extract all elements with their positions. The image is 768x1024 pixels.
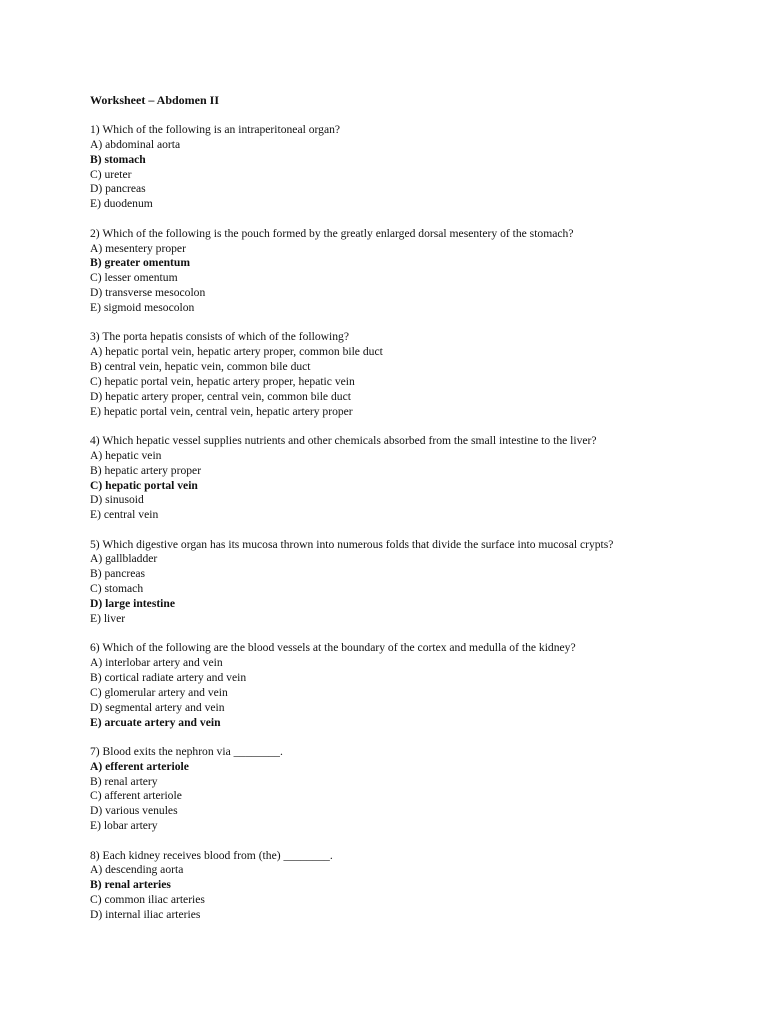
answer-option: E) liver: [90, 611, 126, 625]
answer-option: B) central vein, hepatic vein, common bile duct: [90, 360, 311, 373]
answer-option: E) duodenum: [90, 197, 153, 211]
answer-option-correct: B) renal arteries: [90, 878, 171, 892]
worksheet-title: Worksheet – Abdomen II: [90, 93, 220, 107]
question-text: 7) Blood exits the nephron via ________.: [90, 744, 283, 758]
answer-option: D) internal iliac arteries: [90, 907, 201, 921]
answer-option: A) gallbladder: [90, 552, 158, 566]
answer-option: D) pancreas: [90, 182, 146, 196]
question-text: 4) Which hepatic vessel supplies nutrients and other chemicals absorbed from the small intestine to the liver?: [90, 433, 597, 447]
answer-option: E) sigmoid mesocolon: [90, 300, 195, 314]
answer-option: D) transverse mesocolon: [90, 286, 206, 300]
answer-option: B) pancreas: [90, 567, 146, 581]
answer-option: B) cortical radiate artery and vein: [90, 670, 247, 684]
question-text: 3) The porta hepatis consists of which of the following?: [90, 330, 349, 344]
question-text: 6) Which of the following are the blood vessels at the boundary of the cortex and medulla of the kidney?: [90, 641, 576, 655]
answer-option: A) hepatic portal vein, hepatic artery proper, common bile duct: [90, 345, 383, 359]
answer-option: C) lesser omentum: [90, 271, 178, 285]
answer-option: E) hepatic portal vein, central vein, hepatic artery proper: [90, 404, 353, 418]
answer-option: B) renal artery: [90, 774, 158, 788]
question-text: 2) Which of the following is the pouch formed by the greatly enlarged dorsal mesentery of the stomach?: [90, 226, 574, 240]
answer-option: C) common iliac arteries: [90, 893, 205, 907]
answer-option: C) ureter: [90, 167, 132, 181]
question-7: [90, 745, 750, 834]
question-8: [90, 849, 750, 923]
answer-option: A) abdominal aorta: [90, 137, 181, 151]
answer-option: D) hepatic artery proper, central vein, common bile duct: [90, 389, 351, 403]
answer-option: A) mesentery proper: [90, 241, 186, 255]
answer-option-correct: C) hepatic portal vein: [90, 478, 198, 492]
question-2: [90, 227, 750, 316]
answer-option: D) various venules: [90, 804, 178, 818]
question-4: [90, 434, 750, 523]
answer-option: A) hepatic vein: [90, 448, 162, 462]
question-text: 5) Which digestive organ has its mucosa thrown into numerous folds that divide the surface into mucosal crypts?: [90, 537, 614, 551]
answer-option-correct: A) efferent arteriole: [90, 759, 189, 773]
worksheet-page: [90, 93, 750, 937]
answer-option-correct: B) greater omentum: [90, 256, 191, 270]
answer-option: E) lobar artery: [90, 819, 158, 833]
question-list: [90, 123, 750, 923]
answer-option: B) hepatic artery proper: [90, 463, 202, 477]
answer-option-correct: B) stomach: [90, 152, 146, 166]
answer-option: C) glomerular artery and vein: [90, 685, 228, 699]
answer-option: A) interlobar artery and vein: [90, 656, 223, 670]
answer-option: E) central vein: [90, 508, 159, 522]
answer-option: A) descending aorta: [90, 863, 184, 877]
question-3: [90, 330, 750, 419]
answer-option: D) segmental artery and vein: [90, 700, 225, 714]
question-1: [90, 123, 750, 212]
answer-option: C) hepatic portal vein, hepatic artery proper, hepatic vein: [90, 374, 355, 388]
question-5: [90, 538, 750, 627]
answer-option-correct: E) arcuate artery and vein: [90, 715, 221, 729]
question-6: [90, 641, 750, 730]
answer-option: C) afferent arteriole: [90, 789, 182, 803]
question-text: 1) Which of the following is an intraperitoneal organ?: [90, 123, 341, 136]
answer-option-correct: D) large intestine: [90, 597, 176, 610]
answer-option: D) sinusoid: [90, 493, 144, 507]
question-text: 8) Each kidney receives blood from (the) ________.: [90, 848, 333, 862]
answer-option: C) stomach: [90, 582, 144, 596]
